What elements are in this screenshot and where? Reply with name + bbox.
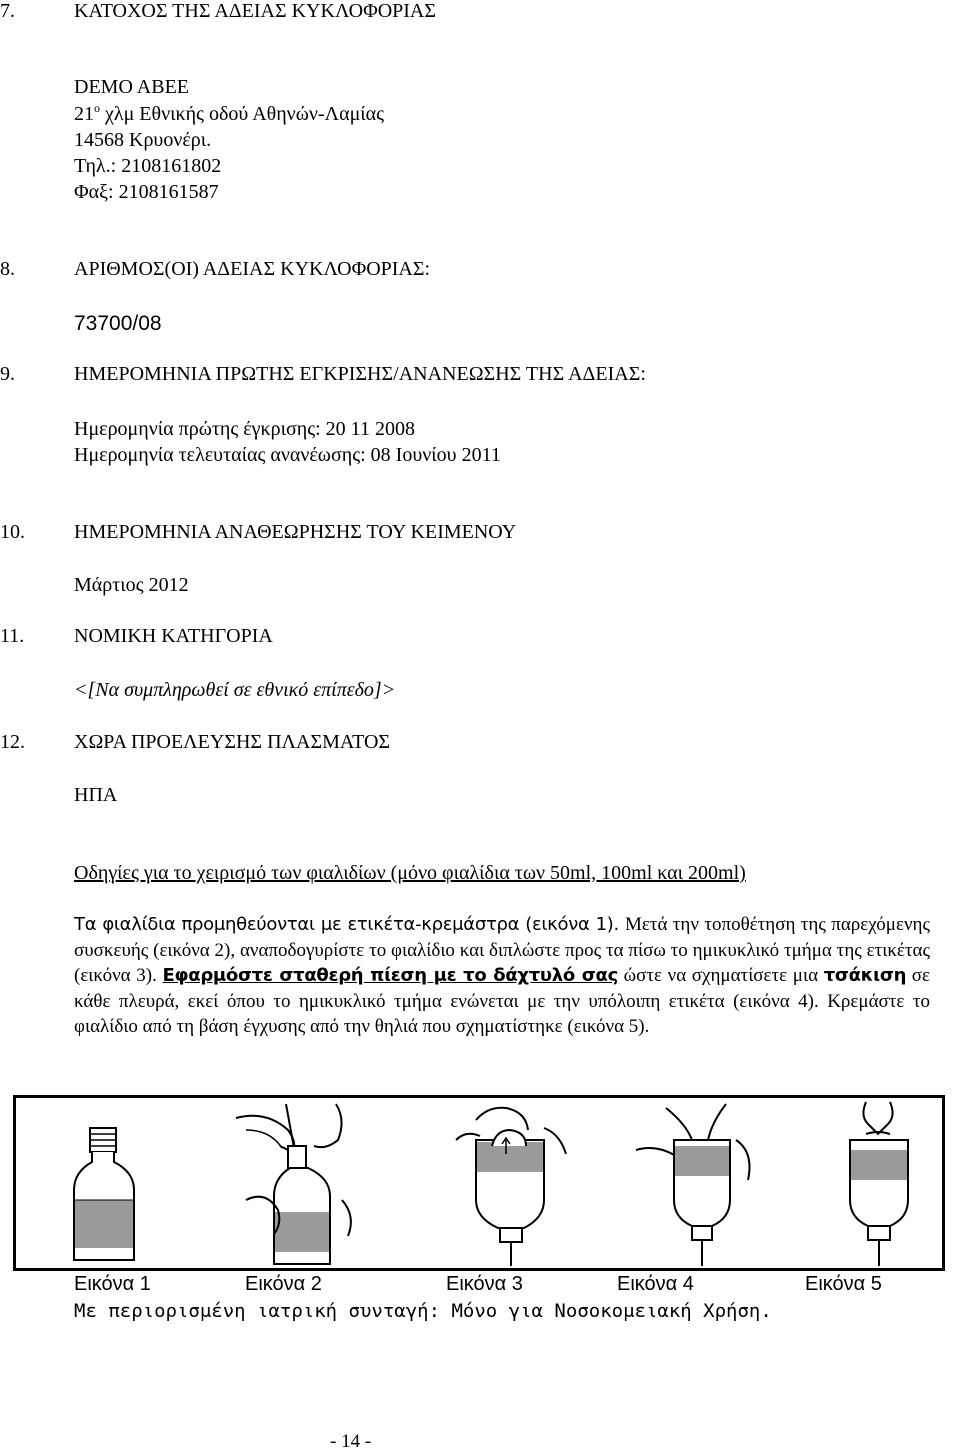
first-approval-date: Ημερομηνία πρώτης έγκρισης: 20 11 2008 (74, 418, 415, 440)
inverted-bottle-fold-illustration (436, 1100, 586, 1268)
figure-4-caption: Εικόνα 4 (617, 1273, 694, 1295)
instructions-paragraph: Τα φιαλίδια προμηθεύονται με ετικέτα-κρεμάστρα (εικόνα 1). Μετά την τοποθέτηση της παρεχόμενης συσκευής (εικόνα 2), αναποδογυρίστε το φιαλίδιο και διπλώστε προς τα πίσω το ημικυκλικό τμήμα της ετικέτας (εικόνα 3). Εφαρμόστε σταθερή πίεση με το δάχτυλό σας ώστε να σχηματίσετε μια τσάκιση σε κάθε πλευρά, εκεί όπου το ημικυκλικό τμήμα ενώνεται με την υπόλοιπη ετικέτα (εικόνα 4). Κρεμάστε το φιαλίδιο από τη βάση έγχυσης από την θηλιά που σχηματίστηκε (εικόνα 5). (74, 914, 930, 1038)
section-7-number: 7. (0, 0, 15, 22)
holder-fax: Φαξ: 2108161587 (74, 181, 219, 203)
section-8-number: 8. (0, 258, 15, 280)
revision-date: Μάρτιος 2012 (74, 574, 189, 596)
hands-bottle-set-illustration (226, 1100, 376, 1268)
section-10-title: ΗΜΕΡΟΜΗΝΙΑ ΑΝΑΘΕΩΡΗΣΗΣ ΤΟΥ ΚΕΙΜΕΝΟΥ (74, 521, 517, 543)
section-12-title: ΧΩΡΑ ΠΡΟΕΛΕΥΣΗΣ ΠΛΑΣΜΑΤΟΣ (74, 731, 391, 753)
legal-category-value: <[Να συμπληρωθεί σε εθνικό επίπεδο]> (74, 679, 396, 701)
section-12-number: 12. (0, 731, 25, 753)
holder-tel: Τηλ.: 2108161802 (74, 155, 222, 177)
holder-address: $21^o$ χλμ Εθνικής οδού Αθηνών-Λαμίας (74, 101, 385, 125)
hanger-bottle-illustration (806, 1100, 956, 1268)
page-number: - 14 - (330, 1431, 372, 1452)
section-8-title: ΑΡΙΘΜΟΣ(ΟΙ) ΑΔΕΙΑΣ ΚΥΚΛΟΦΟΡΙΑΣ: (74, 258, 431, 280)
section-7-title: ΚΑΤΟΧΟΣ ΤΗΣ ΑΔΕΙΑΣ ΚΥΚΛΟΦΟΡΙΑΣ (74, 0, 437, 22)
figure-1-caption: Εικόνα 1 (74, 1273, 151, 1295)
renewal-date: Ημερομηνία τελευταίας ανανέωσης: 08 Ιουνίου 2011 (74, 444, 501, 466)
section-9-number: 9. (0, 363, 15, 385)
instructions-heading: Οδηγίες για το χειρισμό των φιαλιδίων (μόνο φιαλίδια των 50ml, 100ml και 200ml) (74, 862, 746, 884)
figure-5-caption: Εικόνα 5 (805, 1273, 882, 1295)
license-number: 73700/08 (74, 312, 162, 335)
plasma-origin-value: ΗΠΑ (74, 784, 118, 806)
holder-company: DEMO ABEE (74, 76, 189, 98)
figures-panel (13, 1095, 945, 1271)
section-10-number: 10. (0, 521, 25, 543)
figure-3-caption: Εικόνα 3 (446, 1273, 523, 1295)
holder-city: 14568 Κρυονέρι. (74, 129, 212, 151)
hanging-bottle-illustration (616, 1100, 766, 1268)
prescription-statement: Με περιορισμένη ιατρική συνταγή: Μόνο για Νοσοκομειακή Χρήση. (74, 1300, 772, 1322)
figure-2-caption: Εικόνα 2 (245, 1273, 322, 1295)
section-9-title: ΗΜΕΡΟΜΗΝΙΑ ΠΡΩΤΗΣ ΕΓΚΡΙΣΗΣ/ΑΝΑΝΕΩΣΗΣ ΤΗΣ ΑΔΕΙΑΣ: (74, 363, 646, 385)
bottle-illustration (56, 1100, 176, 1268)
section-11-title: ΝΟΜΙΚΗ ΚΑΤΗΓΟΡΙΑ (74, 625, 273, 647)
section-11-number: 11. (0, 625, 25, 647)
